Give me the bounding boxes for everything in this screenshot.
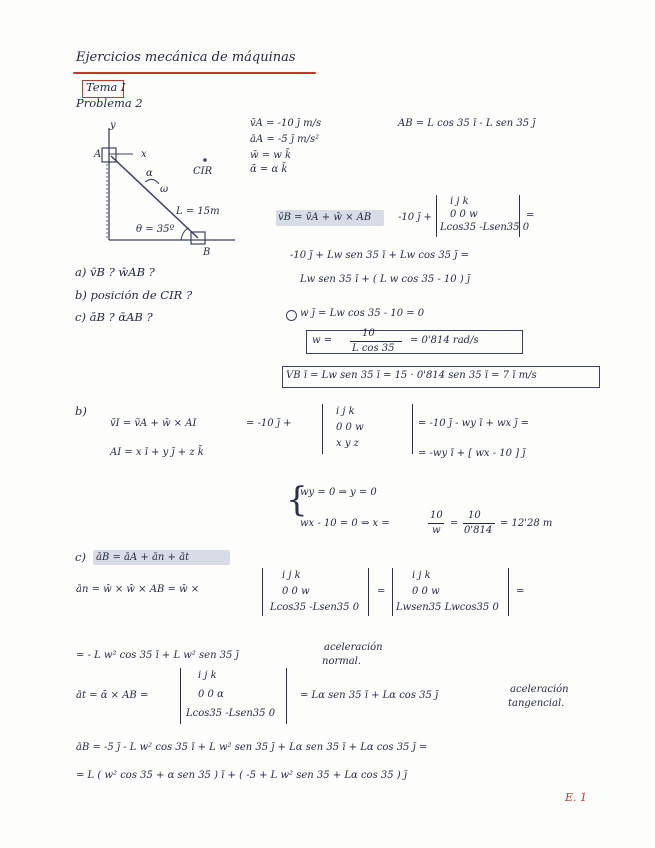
frac2-num: 10 (468, 510, 481, 521)
given-va: v̄A = -10 j̄ m/s (250, 118, 322, 129)
diagram-label-a: A (94, 149, 102, 160)
tema-label: Tema I (86, 80, 126, 94)
page-number: E. 1 (564, 791, 587, 804)
at-note-line1: aceleración (510, 684, 569, 695)
an-note-line2: normal. (322, 656, 362, 667)
det2-left-bar (322, 404, 323, 454)
frac1-num: 10 (430, 510, 443, 521)
part-a-minus10j: -10 j̄ + (398, 212, 432, 223)
frac2-line (463, 523, 495, 524)
part-b-label: b) (75, 404, 87, 418)
det3-row2: 0 0 w (282, 586, 310, 597)
part-c-final1: āB = -5 j̄ - L w² cos 35 ī + L w² sen 35 j̄ + Lα sen 35 ī + Lα cos 35 j̄ = (76, 742, 428, 753)
part-b-sys2: wx - 10 = 0 ⇒ x = (300, 518, 390, 529)
w-result: = 0'814 rad/s (410, 335, 479, 346)
part-b-minus10j: = -10 j̄ + (246, 418, 292, 429)
diagram-label-alpha: α (146, 168, 153, 179)
det3-right-bar (368, 568, 369, 616)
det4-equals: = (516, 586, 525, 597)
diagram-label-theta: θ = 35º (136, 224, 175, 235)
bullet-circle (286, 310, 297, 321)
part-b-eq-sign: = (450, 518, 459, 529)
w-eq-label: w = (312, 335, 333, 346)
given-aa: āA = -5 j̄ m/s² (250, 134, 320, 145)
part-b-res1: = -10 j̄ - wy ī + wx j̄ = (418, 418, 530, 429)
det5-left-bar (180, 668, 181, 724)
diagram-label-omega: ω (160, 184, 169, 195)
theta-arc (181, 228, 189, 240)
w-numerator: 10 (362, 328, 375, 339)
det3-row1: i j k (282, 570, 301, 581)
part-a-line2: -10 j̄ + Lw sen 35 ī + Lw cos 35 j̄ = (290, 250, 469, 261)
diagram-label-cir: CIR (193, 166, 213, 177)
diagram-label-x: x (141, 149, 147, 160)
part-c-at-eq: āt = ᾱ × AB = (76, 690, 149, 701)
part-b-vi-eq: v̄I = v̄A + w̄ × AI (110, 418, 197, 429)
part-c-at-result: = Lα sen 35 ī + Lα cos 35 j̄ (300, 690, 439, 701)
det4-row3: Lwsen35 Lwcos35 0 (396, 602, 499, 613)
system-brace: { (286, 480, 308, 520)
det1-row3: Lcos35 -Lsen35 0 (440, 222, 530, 233)
question-c: c) āB ? ᾱAB ? (75, 310, 153, 324)
det5-row1: i j k (198, 670, 217, 681)
det4-left-bar (392, 568, 393, 616)
part-c-an-result: = - L w² cos 35 ī + L w² sen 35 j̄ (76, 650, 239, 661)
part-a-line3: Lw sen 35 ī + ( L w cos 35 - 10 ) j̄ (300, 274, 470, 285)
cir-point (203, 158, 207, 162)
det2-row3: x y z (336, 438, 359, 449)
question-b: b) posición de CIR ? (75, 288, 193, 302)
part-a-vb-eq: v̄B = v̄A + w̄ × AB (278, 212, 372, 223)
part-b-ai-eq: AI = x ī + y j̄ + z k̄ (110, 447, 204, 458)
det4-right-bar (508, 568, 509, 616)
part-b-res2: = -wy ī + [ wx - 10 ] j̄ (418, 448, 526, 459)
part-c-label: c) (75, 550, 86, 564)
w-fraction-line (350, 341, 402, 342)
given-alpha: ᾱ = α k̄ (250, 164, 288, 175)
det1-equals: = (526, 210, 535, 221)
frac1-line (428, 523, 444, 524)
part-b-sys1: wy = 0 ⇒ y = 0 (300, 487, 377, 498)
question-a: a) v̄B ? w̄AB ? (75, 265, 155, 279)
det3-equals: = (377, 586, 386, 597)
diagram-label-length: L = 15m (176, 206, 220, 217)
det5-right-bar (286, 668, 287, 724)
diagram-label-b: B (203, 247, 211, 258)
given-w: w̄ = w k̄ (250, 150, 292, 161)
det4-row1: i j k (412, 570, 431, 581)
page-title: Ejercicios mecánica de máquinas (76, 50, 296, 65)
part-c-ab-eq: āB = āA + ān + āt (96, 552, 190, 563)
det1-left-bar (436, 195, 437, 237)
diagram-label-y: y (110, 120, 116, 131)
det5-row3: Lcos35 -Lsen35 0 (186, 708, 276, 719)
part-c-final2: = L ( w² cos 35 + α sen 35 ) ī + ( -5 + L w² sen 35 + Lα cos 35 ) j̄ (76, 770, 407, 781)
det2-row1: i j k (336, 406, 355, 417)
frac2-den: 0'814 (464, 525, 493, 536)
det3-row3: Lcos35 -Lsen35 0 (270, 602, 360, 613)
part-b-sys2-result: = 12'28 m (500, 518, 553, 529)
w-denominator: L cos 35 (352, 343, 395, 354)
part-c-an-eq: ān = w̄ × w̄ × AB = w̄ × (76, 584, 200, 595)
problema-label: Problema 2 (76, 96, 143, 110)
given-ab: AB = L cos 35 ī - L sen 35 j̄ (398, 118, 536, 129)
frac1-den: w (432, 525, 441, 536)
det1-row2: 0 0 w (450, 209, 478, 220)
det3-left-bar (262, 568, 263, 616)
det4-row2: 0 0 w (412, 586, 440, 597)
det2-right-bar (412, 404, 413, 454)
part-a-vbi: VB ī = Lw sen 35 ī = 15 · 0'814 sen 35 ī = 7 ī m/s (286, 370, 537, 381)
an-note-line1: aceleración (324, 642, 383, 653)
at-note-line2: tangencial. (508, 698, 565, 709)
det2-row2: 0 0 w (336, 422, 364, 433)
det1-right-bar (519, 195, 520, 237)
title-underline (73, 72, 316, 74)
det1-row1: i j k (450, 196, 469, 207)
part-a-line4: w j̄ = Lw cos 35 - 10 = 0 (300, 308, 425, 319)
omega-arc (145, 179, 159, 184)
det5-row2: 0 0 α (198, 689, 224, 700)
